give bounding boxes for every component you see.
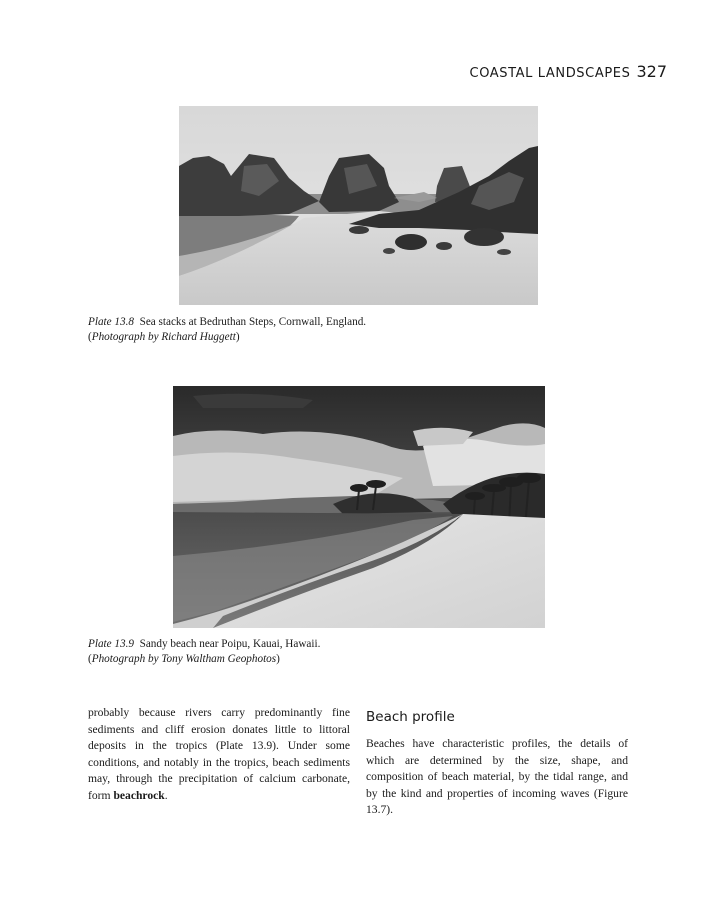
caption-text: Sea stacks at Bedruthan Steps, Cornwall, England. (139, 316, 367, 328)
left-column-text: probably because rivers carry predominantly fine sediments and cliff erosion donates little to littoral deposits in the tropics (Plate 13.9). Under some conditions, and notably in the tropics, beach sediments may, through the precipitation of calcium carbonate, form beachrock. (88, 706, 350, 802)
plate-label: Plate 13.9 (88, 638, 134, 650)
credit-text: Photograph by Richard Huggett (91, 331, 236, 343)
caption-line (88, 315, 366, 330)
plate-13-8-photo (179, 106, 538, 305)
plate-13-9-caption (88, 637, 320, 667)
body-paragraph: probably because rivers carry predominantly fine sediments and cliff erosion donates little to littoral deposits in the tropics (Plate 13.9). Under some conditions, and notably in the tropics, beach sediments may, through the precipitation of calcium carbonate, form (88, 706, 350, 802)
section-title: COASTAL LANDSCAPES (469, 66, 631, 81)
right-column-text (366, 736, 628, 819)
plate-13-8-caption (88, 315, 366, 345)
section-heading: Beach profile (366, 709, 455, 725)
running-head (420, 62, 667, 81)
plate-13-9-photo (173, 386, 545, 628)
photo-credit: (Photograph by Tony Waltham Geophotos) (88, 653, 280, 665)
page-number: 327 (636, 62, 667, 81)
credit-text: Photograph by Tony Waltham Geophotos (91, 653, 277, 665)
photo-credit: (Photograph by Richard Huggett) (88, 331, 240, 343)
sandy-beach-image (173, 386, 545, 628)
plate-label: Plate 13.8 (88, 316, 134, 328)
caption-text: Sandy beach near Poipu, Kauai, Hawaii. (139, 638, 321, 650)
body-paragraph: Beaches have characteristic profiles, the details of which are determined by the size, shape, and composition of beach material, by the tidal range, and by the kind and properties of incoming waves (Figure 13.7). (366, 737, 628, 816)
caption-line (88, 637, 320, 652)
key-term: beachrock (113, 788, 165, 802)
sea-stacks-image (179, 106, 538, 305)
